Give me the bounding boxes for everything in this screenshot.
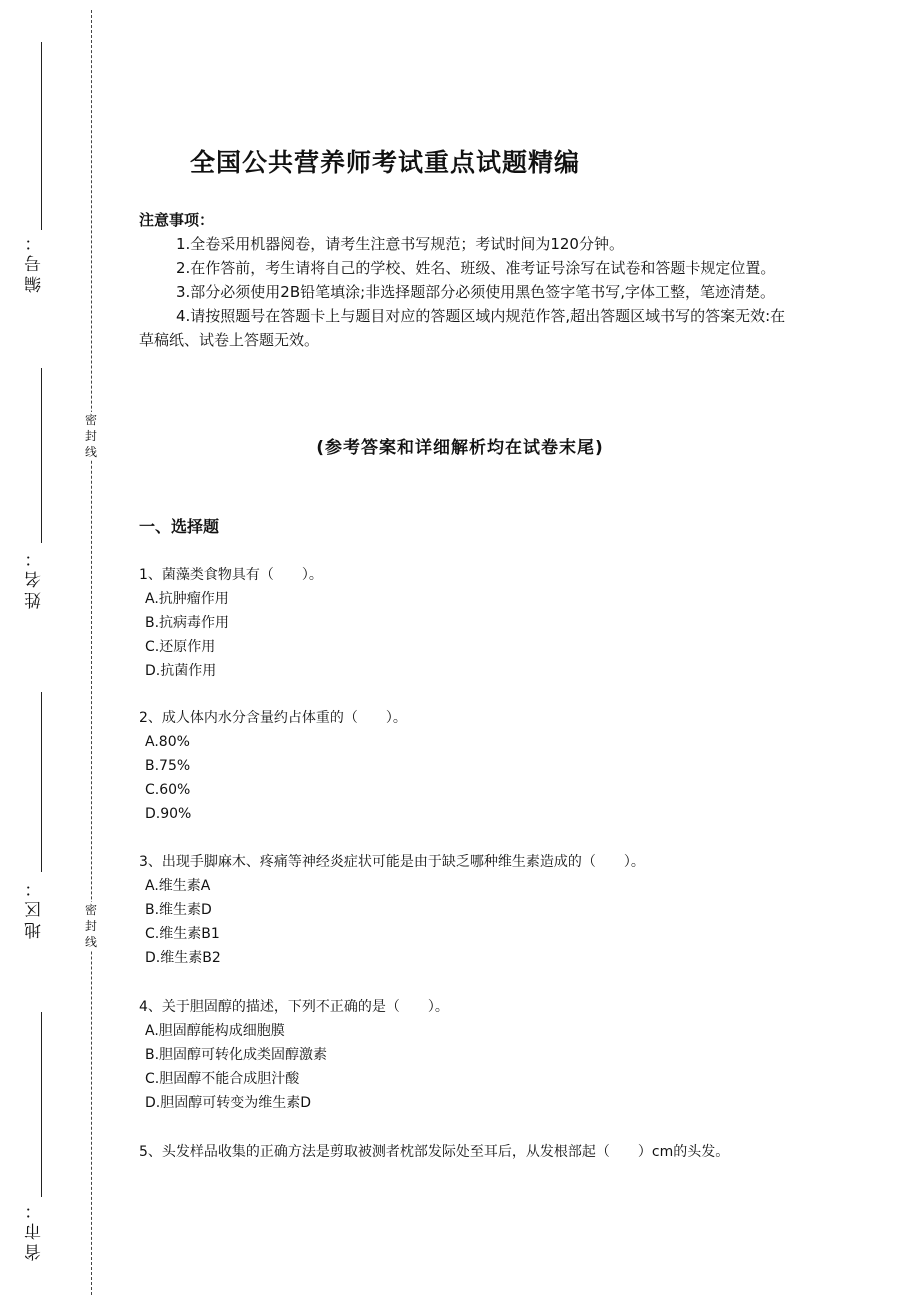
notice-heading: 注意事项： [139,211,215,229]
option-d: D.90% [145,806,192,822]
question-stem: 5、头发样品收集的正确方法是剪取被测者枕部发际处至耳后，从发根部起（ ）cm的头发。 [139,1144,730,1160]
option-a: A.80% [145,734,190,750]
option-b: B.维生素D [145,902,212,918]
option-a: A.抗肿瘤作用 [145,591,229,607]
option-a: A.维生素A [145,878,211,894]
option-c: C.60% [145,782,191,798]
seal-char: 封 [84,919,97,933]
question-stem: 3、出现手脚麻木、疼痛等神经炎症状可能是由于缺乏哪种维生素造成的（ ）。 [139,854,645,870]
question-1 [139,563,789,683]
notice-item: 1.全卷采用机器阅卷，请考生注意书写规范；考试时间为120分钟。 [176,235,624,253]
seal-char: 密 [84,413,97,427]
question-2 [139,706,789,826]
option-b: B.抗病毒作用 [145,615,230,631]
question-3 [139,850,789,970]
question-stem: 4、关于胆固醇的描述，下列不正确的是（ ）。 [139,999,449,1015]
name-label: 姓名： [25,546,45,609]
seal-char: 线 [84,935,97,949]
question-5 [139,1140,789,1164]
seal-char: 封 [84,429,97,443]
option-d: D.胆固醇可转变为维生素D [145,1095,312,1111]
option-d: D.抗菌作用 [145,663,217,679]
question-stem: 1、菌藻类食物具有（ ）。 [139,567,323,583]
question-stem: 2、成人体内水分含量约占体重的（ ）。 [139,710,407,726]
region-label: 地区： [25,876,45,939]
option-a: A.胆固醇能构成细胞膜 [145,1023,285,1039]
number-fill-line[interactable] [41,42,42,230]
seal-dashed-line [91,10,92,1295]
option-c: C.还原作用 [145,639,216,655]
page-title: 全国公共营养师考试重点试题精编 [190,148,581,177]
option-b: B.胆固醇可转化成类固醇激素 [145,1047,328,1063]
seal-char: 线 [84,445,97,459]
region-fill-line[interactable] [41,692,42,872]
section-title: 一、选择题 [139,517,220,536]
seal-char: 密 [84,903,97,917]
option-c: C.维生素B1 [145,926,220,942]
province-fill-line[interactable] [41,1012,42,1197]
notice-item: 4.请按照题号在答题卡上与题目对应的答题区域内规范作答,超出答题区域书写的答案无效:在草稿纸、试卷上答题无效。 [139,307,786,349]
option-b: B.75% [145,758,191,774]
province-label: 省市： [25,1198,45,1261]
number-label: 编号： [25,230,45,293]
notice-item: 3.部分必须使用2B铅笔填涂;非选择题部分必须使用黑色签字笔书写,字体工整，笔迹清楚。 [176,283,775,301]
reference-note: (参考答案和详细解析均在试卷末尾) [316,438,604,458]
question-4 [139,995,789,1115]
notice-item: 2.在作答前，考生请将自己的学校、姓名、班级、准考证号涂写在试卷和答题卡规定位置。 [176,259,776,277]
seal-mark-lower [81,902,101,950]
option-c: C.胆固醇不能合成胆汁酸 [145,1071,300,1087]
notice-block [139,208,789,352]
option-d: D.维生素B2 [145,950,221,966]
